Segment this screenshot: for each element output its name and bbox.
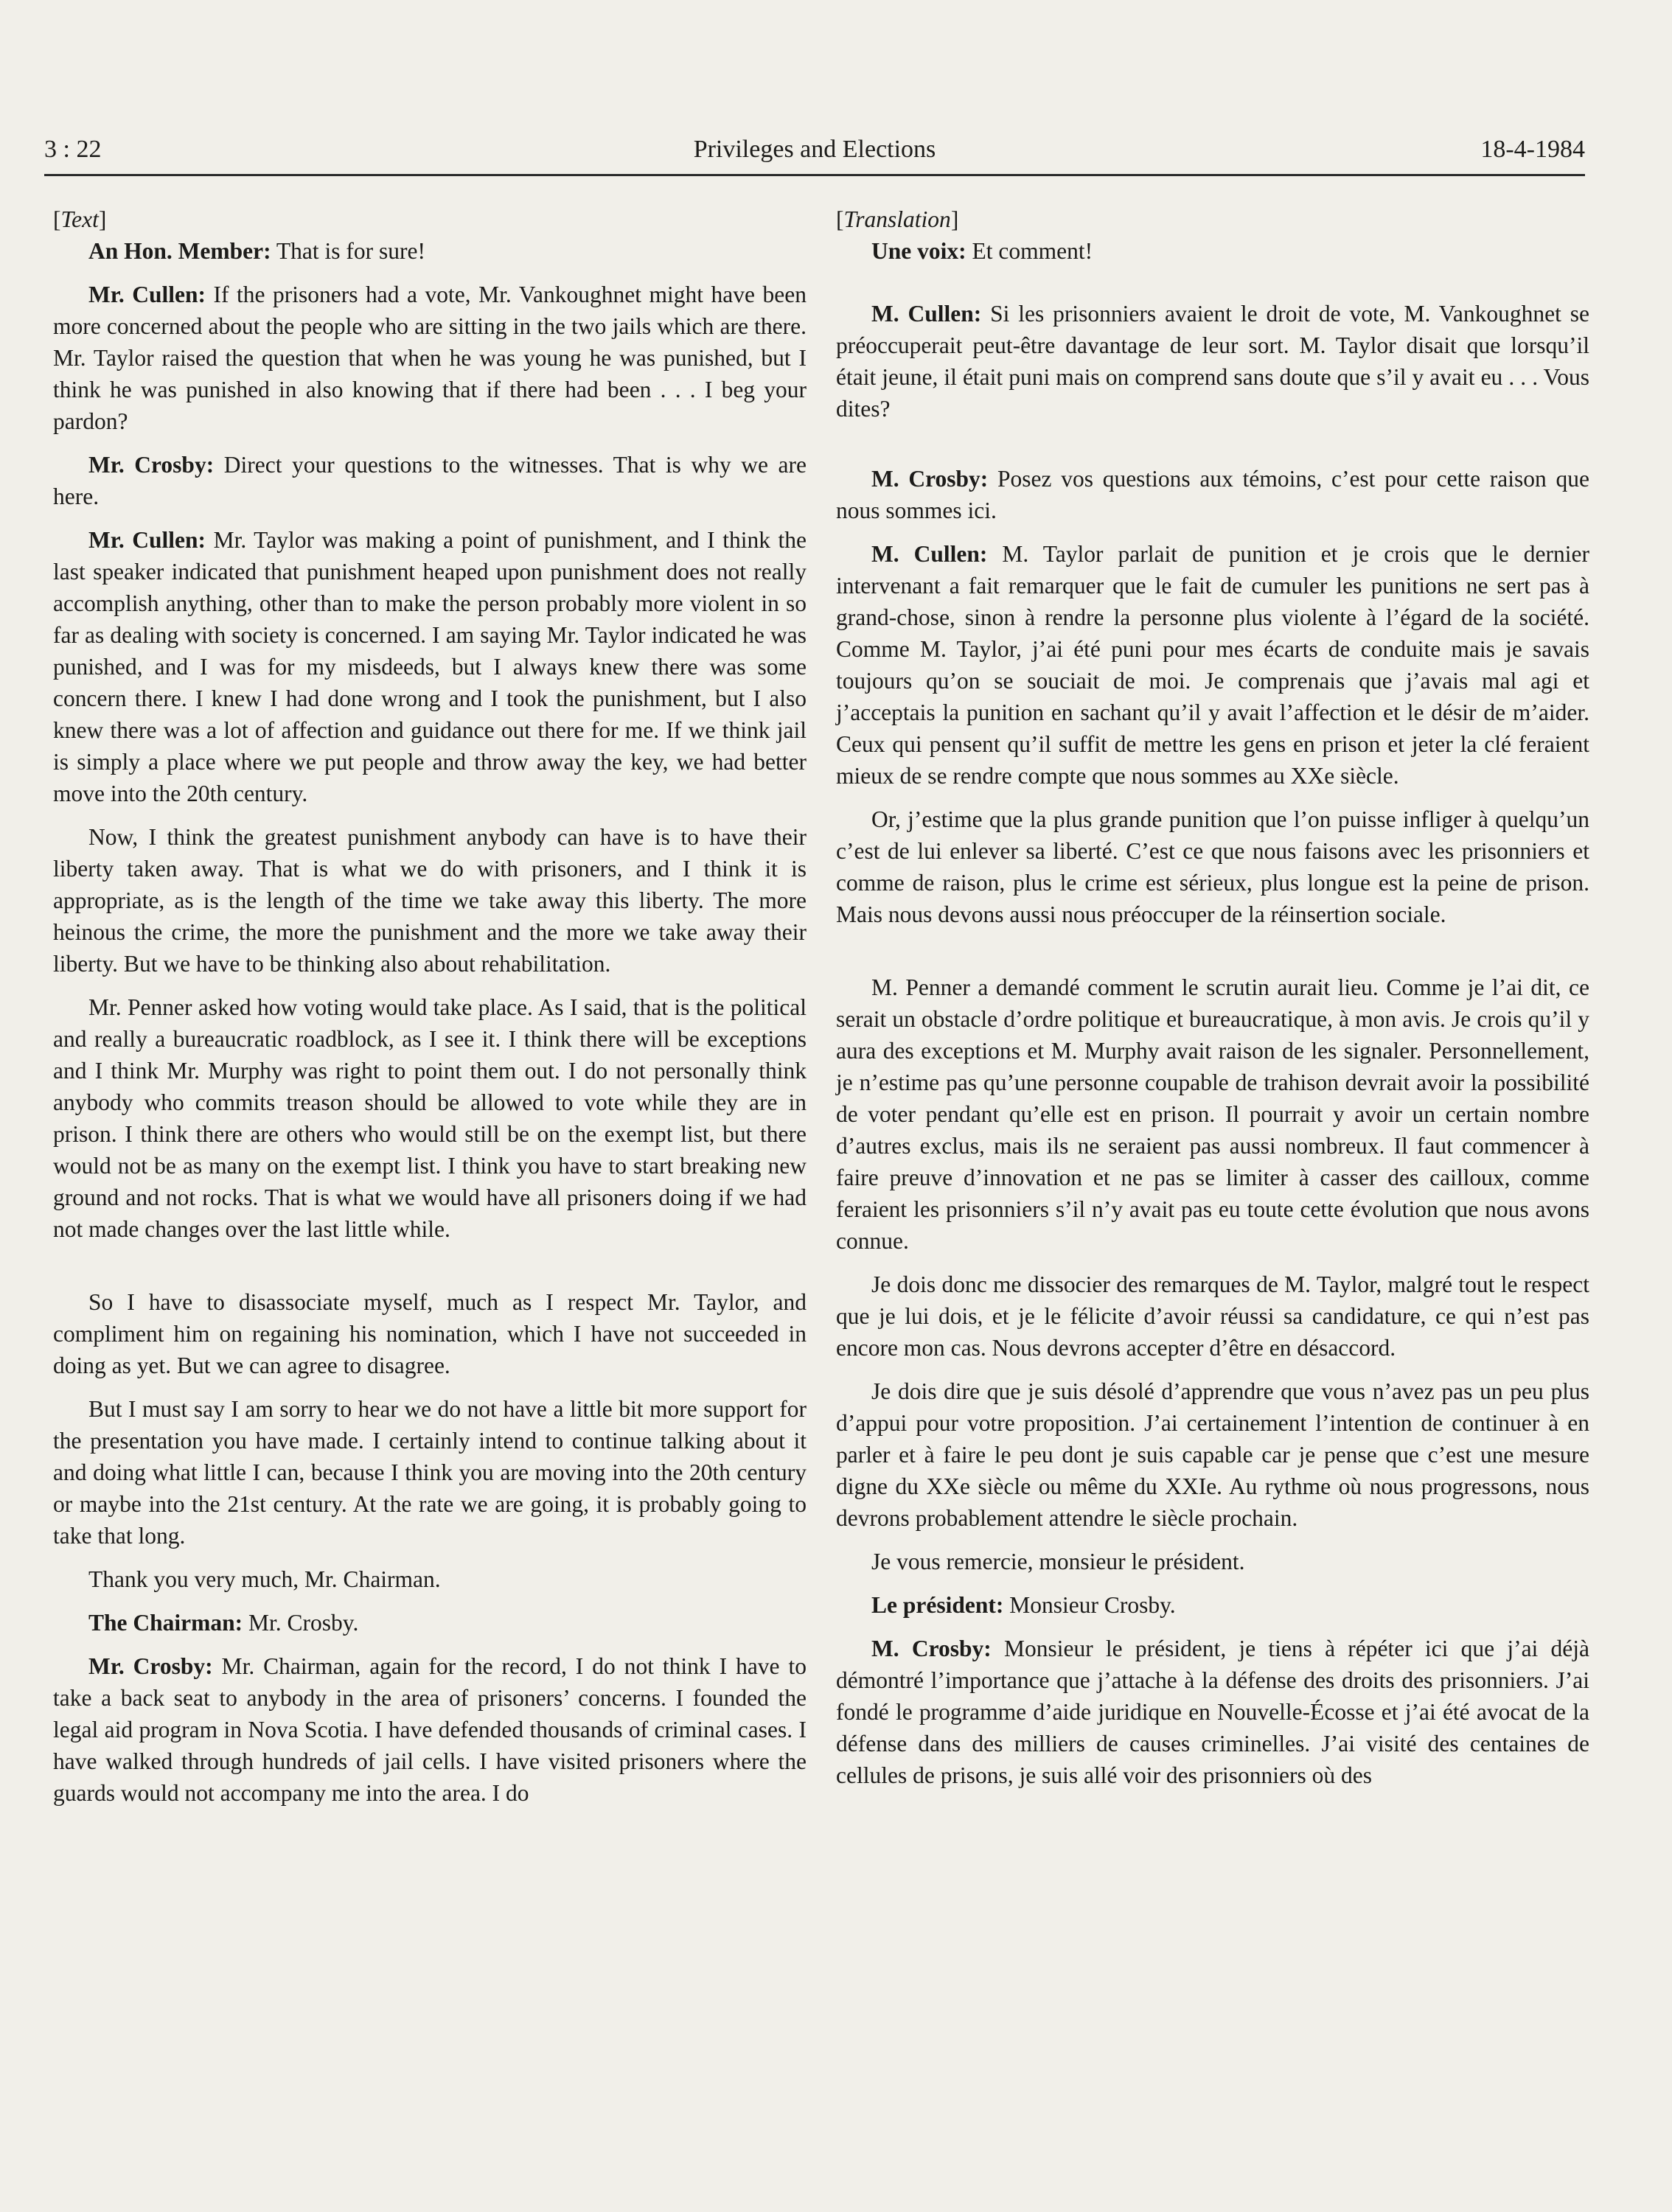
paragraph: Mr. Crosby: Mr. Chairman, again for the record, I do not think I have to take a back seat to anybody in the area of prisoners’ concerns. I founded the legal aid program in Nova Scotia. I have defended thousands of criminal cases. I have walked through hundreds of jail cells. I have visited prisoners where the guards would not accompany me into the area. I do bbox=[53, 1653, 807, 1806]
french-column bbox=[836, 203, 1589, 1803]
header-rule bbox=[44, 174, 1585, 176]
publication-title: Privileges and Elections bbox=[693, 136, 936, 163]
speaker-name: Mr. Cullen: bbox=[88, 527, 206, 553]
speaker-name: M. Cullen: bbox=[871, 301, 982, 327]
speaker-name: An Hon. Member: bbox=[88, 238, 271, 264]
speaker-name: Mr. Cullen: bbox=[88, 282, 206, 307]
paragraph: M. Cullen: Si les prisonniers avaient le droit de vote, M. Vankoughnet se préoccuperait peut-être davantage de leur sort. M. Taylor disait que lorsqu’il était jeune, il était puni mais on comprend sans doute que s’il y avait eu . . . Vous dites? bbox=[836, 301, 1589, 422]
page-number: 3 : 22 bbox=[44, 136, 102, 163]
paragraph: Mr. Crosby: Direct your questions to the witnesses. That is why we are here. bbox=[53, 452, 807, 509]
language-tag: [Translation] bbox=[836, 206, 959, 232]
paragraph: M. Crosby: Monsieur le président, je tiens à répéter ici que j’ai déjà démontré l’importance que j’attache à la défense des droits des prisonniers. J’ai fondé le programme d’aide juridique en Nouvelle-Écosse et j’ai été avocat de la défense dans des milliers de causes criminelles. J’ai visité des centaines de cellules de prisons, je suis allé voir des prisonniers où des bbox=[836, 1636, 1589, 1788]
paragraph: The Chairman: Mr. Crosby. bbox=[88, 1610, 359, 1636]
paragraph: Mr. Cullen: Mr. Taylor was making a point of punishment, and I think the last speaker indicated that punishment heaped upon punishment does not really accomplish anything, other than to make the person probably more violent in so far as dealing with society is concerned. I am saying Mr. Taylor indicated he was punished, and I was for my misdeeds, but I always knew there was some concern there. I knew I had done wrong and I took the punishment, but I also knew there was a lot of affection and guidance out there for me. If we think jail is simply a place where we put people and throw away the key, we had better move into the 20th century. bbox=[53, 527, 807, 806]
publication-date: 18-4-1984 bbox=[1480, 136, 1585, 163]
paragraph: Or, j’estime que la plus grande punition que l’on puisse infliger à quelqu’un c’est de lui enlever sa liberté. C’est ce que nous faisons avec les prisonniers et comme de raison, plus le crime est sérieux, plus longue est la peine de prison. Mais nous devons aussi nous préoccuper de la réinsertion sociale. bbox=[836, 806, 1589, 927]
paragraph: Je vous remercie, monsieur le président. bbox=[871, 1549, 1245, 1574]
paragraph: So I have to disassociate myself, much as I respect Mr. Taylor, and compliment him on regaining his nomination, which I have not succeeded in doing as yet. But we can agree to disagree. bbox=[53, 1289, 807, 1378]
speaker-name: Mr. Crosby: bbox=[88, 1653, 213, 1679]
paragraph: M. Crosby: Posez vos questions aux témoins, c’est pour cette raison que nous sommes ici. bbox=[836, 466, 1589, 523]
paragraph: M. Penner a demandé comment le scrutin aurait lieu. Comme je l’ai dit, ce serait un obstacle d’ordre politique et bureaucratique, à mon avis. Je crois qu’il y aura des exceptions et M. Murphy avait raison de les signaler. Personnellement, je n’estime pas qu’une personne coupable de trahison devrait avoir la possibilité de voter pendant qu’elle est en prison. Il pourrait y avoir un certain nombre d’autres exclus, mais ils ne seraient pas aussi nombreux. Il faut commencer à faire preuve d’innovation et ne pas se limiter à casser des cailloux, comme feraient les prisonniers s’il n’y avait pas eu toute cette évolution que nous avons connue. bbox=[836, 974, 1589, 1254]
paragraph: An Hon. Member: That is for sure! bbox=[88, 238, 425, 264]
paragraph: Mr. Cullen: If the prisoners had a vote, Mr. Vankoughnet might have been more concerned about the people who are sitting in the two jails which are there. Mr. Taylor raised the question that when he was young he was punished, but I think he was punished in also knowing that if there had been . . . I beg your pardon? bbox=[53, 282, 807, 434]
paragraph: Une voix: Et comment! bbox=[871, 238, 1093, 264]
english-column bbox=[53, 203, 807, 1821]
paragraph: Je dois donc me dissocier des remarques de M. Taylor, malgré tout le respect que je lui dois, et je le félicite d’avoir réussi sa candidature, ce qui n’est pas encore mon cas. Nous devrons accepter d’être en désaccord. bbox=[836, 1271, 1589, 1361]
paragraph: M. Cullen: M. Taylor parlait de punition et je crois que le dernier intervenant a fait remarquer que le fait de cumuler les punitions ne sert pas à grand-chose, sinon à rendre la personne plus violente à l’égard de la société. Comme M. Taylor, j’ai été puni pour mes écarts de conduite mais je savais toujours qu’on se souciait de moi. Je comprenais que j’avais mal agi et j’acceptais la punition en sachant qu’il y avait l’affection et le désir de m’aider. Ceux qui pensent qu’il suffit de mettre les gens en prison et jeter la clé feraient mieux de se rendre compte que nous sommes au XXe siècle. bbox=[836, 541, 1589, 789]
speaker-name: M. Crosby: bbox=[871, 466, 989, 492]
speaker-name: Mr. Crosby: bbox=[88, 452, 215, 478]
paragraph: Mr. Penner asked how voting would take place. As I said, that is the political and really a bureaucratic roadblock, as I see it. I think there will be exceptions and I think Mr. Murphy was right to point them out. I do not personally think anybody who commits treason should be allowed to vote while they are in prison. I think there are others who would still be on the exempt list, but there would not be as many on the exempt list. I think you have to start breaking new ground and not rocks. That is what we would have all prisoners doing if we had not made changes over the last little while. bbox=[53, 994, 807, 1242]
speaker-name: Une voix: bbox=[871, 238, 966, 264]
speaker-name: The Chairman: bbox=[88, 1610, 243, 1636]
paragraph: But I must say I am sorry to hear we do not have a little bit more support for the presentation you have made. I certainly intend to continue talking about it and doing what little I can, because I think you are moving into the 20th century or maybe into the 21st century. At the rate we are going, it is probably going to take that long. bbox=[53, 1396, 807, 1549]
speaker-name: M. Crosby: bbox=[871, 1636, 992, 1661]
paragraph: Je dois dire que je suis désolé d’apprendre que vous n’avez pas un peu plus d’appui pour votre proposition. J’ai certainement l’intention de continuer à en parler et à faire le peu dont je suis capable car je pense que c’est une mesure digne du XXe siècle ou même du XXIe. Au rythme où nous progressons, nous devrons probablement attendre le siècle prochain. bbox=[836, 1378, 1589, 1531]
paragraph: Now, I think the greatest punishment anybody can have is to have their liberty taken away. That is what we do with prisoners, and I think it is appropriate, as is the length of the time we take away this liberty. The more heinous the crime, the more the punishment and the more we take away their liberty. But we have to be thinking also about rehabilitation. bbox=[53, 824, 807, 977]
speaker-name: M. Cullen: bbox=[871, 541, 988, 567]
speaker-name: Le président: bbox=[871, 1592, 1004, 1618]
paragraph: Thank you very much, Mr. Chairman. bbox=[88, 1566, 441, 1592]
paragraph: Le président: Monsieur Crosby. bbox=[871, 1592, 1176, 1618]
page-header bbox=[44, 127, 1585, 172]
language-tag: [Text] bbox=[53, 206, 107, 232]
